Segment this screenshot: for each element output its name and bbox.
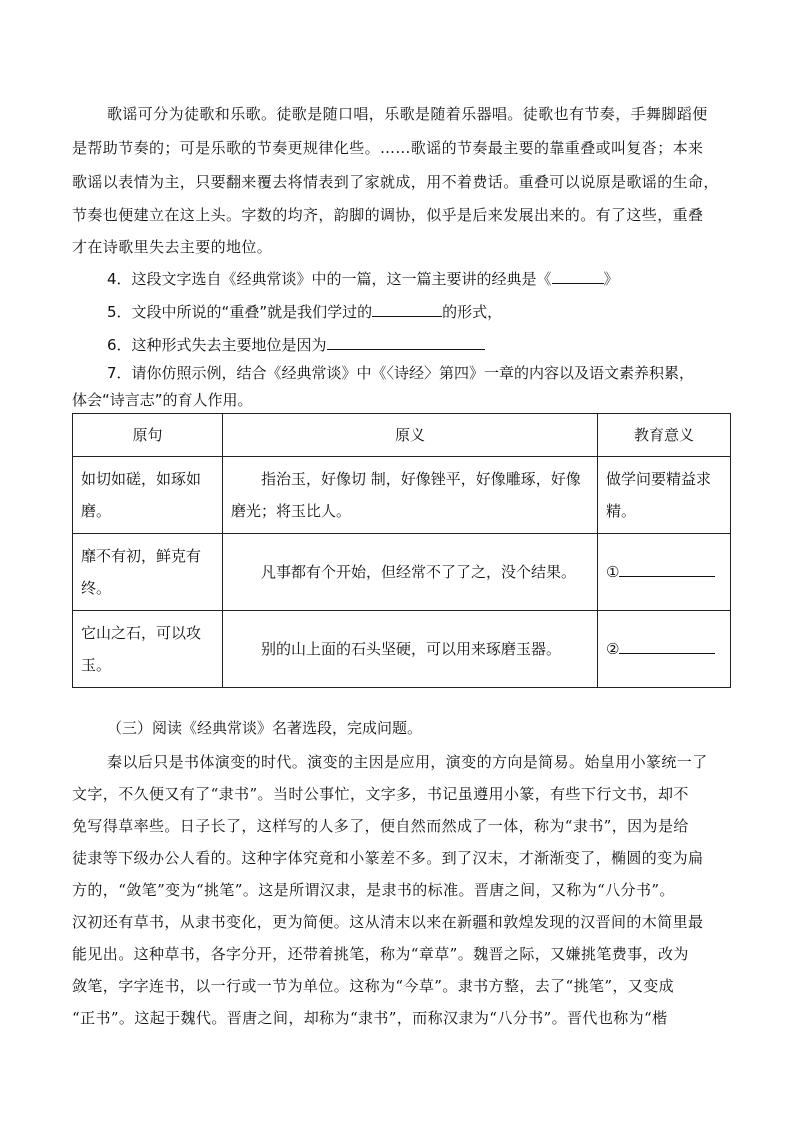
cell-meaning: 指治玉，好像切 制，好像锉平，好像雕琢，好像磨光；将玉比人。: [223, 457, 598, 534]
header-original: 原句: [73, 414, 223, 457]
section-3-heading: （三）阅读《经典常谈》名著选段，完成问题。: [107, 719, 423, 737]
header-meaning: 原义: [223, 414, 598, 457]
passage-2-line: 敛笔，字字连书，以一行或一节为单位。这称为“今草”。隶书方整，去了“挑笔”，又变成: [72, 977, 675, 995]
table-row: [73, 534, 731, 611]
cell-meaning: 凡事都有个开始，但经常不了了之，没个结果。: [223, 534, 598, 611]
question-5-text: 5．文段中所说的“重叠”就是我们学过的: [107, 303, 373, 321]
passage-1-line: 歌谣以表情为主，只要翻来覆去将情表到了家就成，用不着费话。重叠可以说原是歌谣的生命，: [72, 173, 719, 191]
question-5-tail: 的形式，: [442, 303, 503, 321]
question-4-text: 4．这段文字选自《经典常谈》中的一篇，这一篇主要讲的经典是《: [107, 270, 552, 288]
passage-1-line: 是帮助节奏的；可是乐歌的节奏更规律化些。……歌谣的节奏最主要的靠重叠或叫复沓；本来: [72, 139, 704, 157]
answer-blank-6[interactable]: [327, 335, 485, 350]
answer-marker-2: ②: [606, 640, 620, 658]
cell-education: 做学问要精益求精。: [598, 457, 731, 534]
table-header-row: [73, 414, 731, 457]
passage-2-line: 文字，不久便又有了“隶书”。当时公事忙，文字多，书记虽遵用小篆，有些下行文书，却不: [72, 785, 689, 803]
question-6: [107, 334, 485, 355]
question-6-text: 6．这种形式失去主要地位是因为: [107, 336, 327, 354]
answer-blank-5[interactable]: [372, 302, 442, 317]
passage-2-line: “正书”。这起于魏代。晋唐之间，却称为“隶书”，而称汉隶为“八分书”。晋代也称为“楷: [72, 1009, 668, 1027]
passage-2-line: 徒隶等下级办公人看的。这种字体究竟和小篆差不多。到了汉末，才渐渐变了，椭圆的变为扁: [72, 849, 704, 867]
cell-original: 它山之石，可以攻玉。: [73, 611, 223, 688]
passage-1-line: 歌谣可分为徒歌和乐歌。徒歌是随口唱，乐歌是随着乐器唱。徒歌也有节奏，手舞脚蹈便: [107, 105, 708, 123]
answer-blank-4[interactable]: [552, 269, 604, 284]
cell-meaning: 别的山上面的石头坚硬，可以用来琢磨玉器。: [223, 611, 598, 688]
passage-2-line: 能见出。这种草书，各字分开，还带着挑笔，称为“章草”。魏晋之际，又嫌挑笔费事，改为: [72, 945, 689, 963]
table-row: [73, 457, 731, 534]
cell-original: 如切如磋，如琢如磨。: [73, 457, 223, 534]
question-7-line1: 7．请你仿照示例，结合《经典常谈》中《〈诗经〉第四》一章的内容以及语文素养积累，: [107, 364, 695, 382]
question-5: [107, 301, 502, 322]
table-row: [73, 611, 731, 688]
cell-education: [598, 534, 731, 611]
answer-marker-1: ①: [606, 563, 620, 581]
passage-2-line: 秦以后只是书体演变的时代。演变的主因是应用，演变的方向是简易。始皇用小篆统一了: [107, 753, 708, 771]
passage-1-line: 节奏也便建立在这上头。字数的均齐，韵脚的调协，似乎是后来发展出来的。有了这些，重叠: [72, 206, 704, 224]
passage-2-line: 汉初还有草书，从隶书变化，更为简便。这从清末以来在新疆和敦煌发现的汉晋间的木简里最: [72, 913, 704, 931]
cell-education: [598, 611, 731, 688]
poetry-table: [72, 413, 731, 688]
answer-blank-table-1[interactable]: [619, 562, 715, 577]
header-education: 教育意义: [598, 414, 731, 457]
question-7-line2: 体会“诗言志”的育人作用。: [72, 391, 253, 409]
answer-blank-table-2[interactable]: [619, 639, 715, 654]
question-4: [107, 268, 619, 289]
question-4-tail: 》: [603, 270, 619, 288]
passage-1-line: 才在诗歌里失去主要的地位。: [72, 238, 273, 256]
cell-original: 靡不有初，鲜克有终。: [73, 534, 223, 611]
passage-2-line: 方的，“敛笔”变为“挑笔”。这是所谓汉隶，是隶书的标准。晋唐之间，又称为“八分书”。: [72, 881, 675, 899]
passage-2-line: 免写得草率些。日子长了，这样写的人多了，便自然而然成了一体，称为“隶书”，因为是给: [72, 817, 689, 835]
